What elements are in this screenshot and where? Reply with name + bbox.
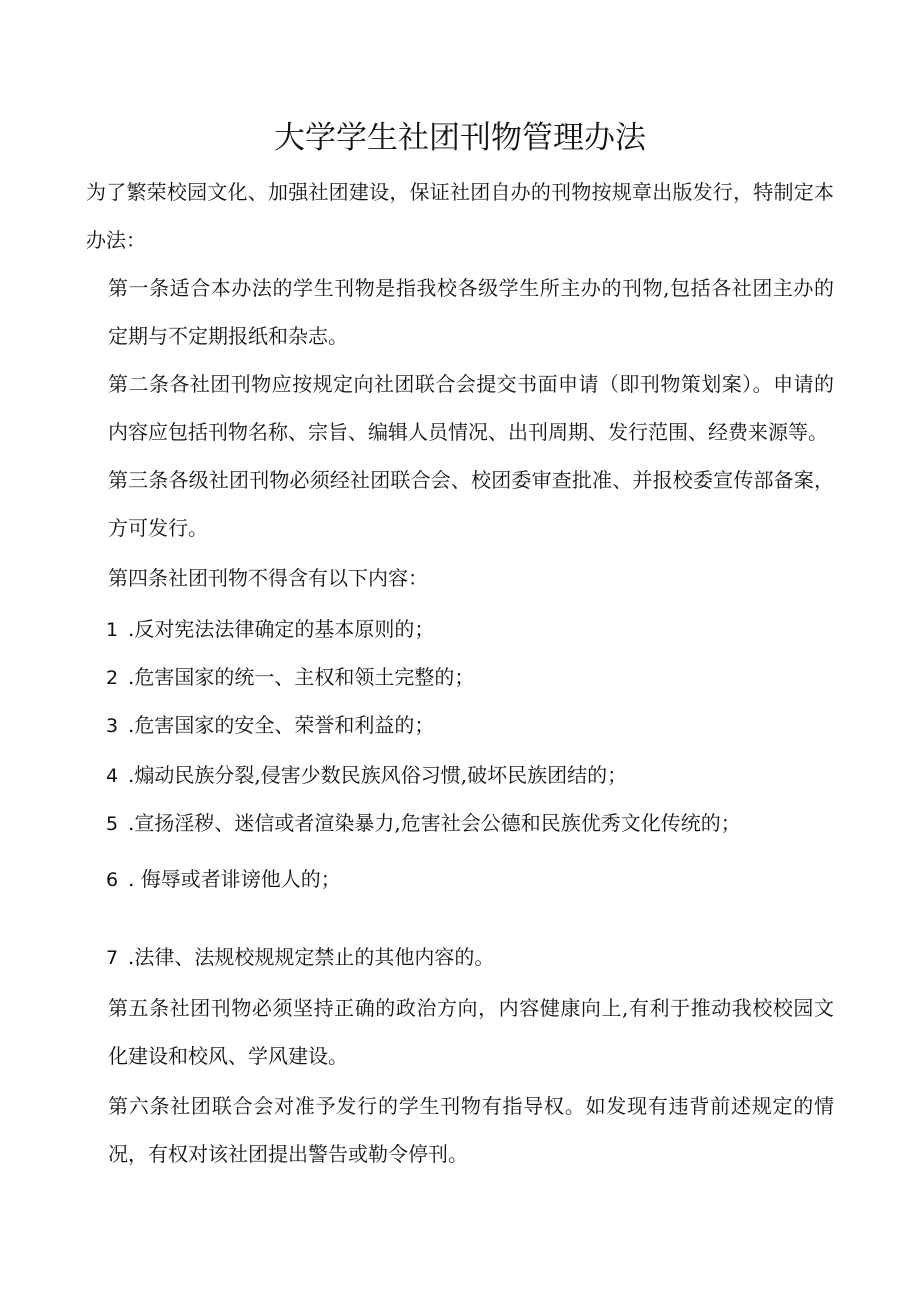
list-item [106, 760, 836, 791]
list-item-number: 6 [106, 869, 119, 891]
list-item [106, 614, 836, 645]
article-3: 第三条各级社团刊物必须经社团联合会、校团委审查批准、并报校委宣传部备案，方可发行。 [108, 468, 834, 540]
list-item-number: 2 [106, 667, 119, 689]
article-5: 第五条社团刊物必须坚持正确的政治方向，内容健康向上,有利于推动我校校园文化建设和校风、学风建设。 [108, 996, 834, 1068]
list-item [106, 710, 836, 741]
list-item-number: 5 [106, 813, 119, 835]
list-item [106, 942, 836, 973]
list-item [106, 808, 836, 839]
list-item-number: 7 [106, 947, 119, 969]
list-item-text: .煽动民族分裂,侵害少数民族风俗习惯,破坏民族团结的； [128, 763, 628, 787]
list-item-text: .法律、法规校规规定禁止的其他内容的。 [128, 945, 495, 969]
list-item-text: .反对宪法法律确定的基本原则的； [128, 617, 435, 641]
list-item-text: .宣扬淫秽、迷信或者渲染暴力,危害社会公德和民族优秀文化传统的； [128, 811, 741, 835]
intro-paragraph: 为了繁荣校园文化、加强社团建设，保证社团自办的刊物按规章出版发行，特制定本办法： [86, 180, 834, 252]
document-title: 大学学生社团刊物管理办法 [274, 120, 646, 156]
list-item-number: 4 [106, 765, 119, 787]
list-item-text: .危害国家的统一、主权和领土完整的； [128, 665, 475, 689]
article-4: 第四条社团刊物不得含有以下内容： [108, 566, 428, 590]
list-item-number: 3 [106, 715, 119, 737]
list-item [106, 662, 836, 693]
list-item-text: .危害国家的安全、荣誉和利益的； [128, 713, 435, 737]
list-item-number: 1 [106, 619, 119, 641]
list-item [106, 864, 836, 895]
article-1: 第一条适合本办法的学生刊物是指我校各级学生所主办的刊物,包括各社团主办的定期与不定期报纸和杂志。 [108, 276, 834, 348]
article-2: 第二条各社团刊物应按规定向社团联合会提交书面申请（即刊物策划案）。申请的内容应包括刊物名称、宗旨、编辑人员情况、出刊周期、发行范围、经费来源等。 [108, 372, 834, 444]
list-item-text: . 侮辱或者诽谤他人的； [128, 867, 341, 891]
article-6: 第六条社团联合会对准予发行的学生刊物有指导权。如发现有违背前述规定的情况，有权对该社团提出警告或勒令停刊。 [108, 1094, 834, 1166]
